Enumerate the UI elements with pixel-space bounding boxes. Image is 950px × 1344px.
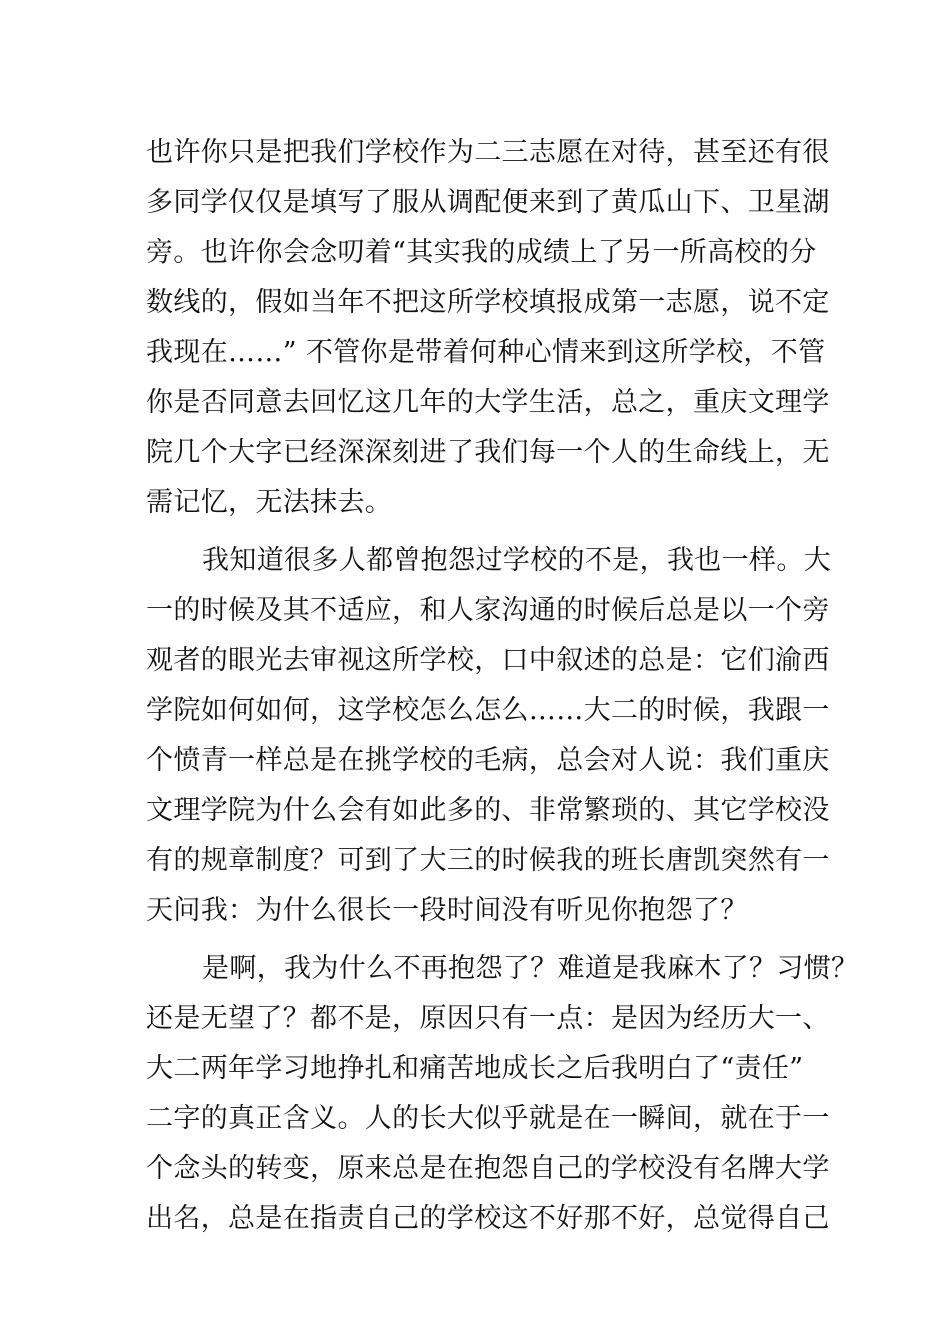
text-line: 数线的，假如当年不把这所学校填报成第一志愿，说不定 (146, 287, 830, 318)
paragraph-3 (146, 944, 859, 1244)
text-line: 个念头的转变，原来总是在抱怨自己的学校没有名牌大学 (146, 1153, 830, 1184)
text-line: 天问我：为什么很长一段时间没有听见你抱怨了？ (146, 895, 748, 926)
text-line: 二字的真正含义。人的长大似乎就是在一瞬间，就在于一 (146, 1103, 830, 1134)
paragraph-gap (146, 936, 836, 944)
text-line: 出名，总是在指责自己的学校这不好那不好，总觉得自己 (146, 1203, 830, 1234)
text-line: 需记忆，无法抹去。 (146, 487, 393, 518)
text-line: 大二两年学习地挣扎和痛苦地成长之后我明白了“责任” (146, 1053, 804, 1084)
text-line: 多同学仅仅是填写了服从调配便来到了黄瓜山下、卫星湖 (146, 187, 830, 218)
paragraph-2 (146, 536, 836, 936)
text-line: 有的规章制度？可到了大三的时候我的班长唐凯突然有一 (146, 845, 830, 876)
text-line: 院几个大字已经深深刻进了我们每一个人的生命线上，无 (146, 437, 830, 468)
paragraph-gap (146, 528, 836, 536)
paragraph-1 (146, 128, 836, 528)
text-line: 你是否同意去回忆这几年的大学生活，总之，重庆文理学 (146, 387, 830, 418)
text-line: 个愤青一样总是在挑学校的毛病，总会对人说：我们重庆 (146, 745, 830, 776)
text-line: 也许你只是把我们学校作为二三志愿在对待，甚至还有很 (146, 137, 830, 168)
text-line: 还是无望了？都不是，原因只有一点：是因为经历大一、 (146, 1003, 830, 1034)
text-line: 旁。也许你会念叨着“其实我的成绩上了另一所高校的分 (146, 237, 817, 268)
text-line: 一的时候及其不适应，和人家沟通的时候后总是以一个旁 (146, 595, 830, 626)
text-line: 我知道很多人都曾抱怨过学校的不是，我也一样。大 (202, 545, 832, 576)
body-text (146, 128, 859, 1244)
text-line: 观者的眼光去审视这所学校，口中叙述的总是：它们渝西 (146, 645, 830, 676)
text-line: 学院如何如何，这学校怎么怎么……大二的时候，我跟一 (146, 695, 830, 726)
text-line: 文理学院为什么会有如此多的、非常繁琐的、其它学校没 (146, 795, 830, 826)
text-line: 我现在……” 不管你是带着何种心情来到这所学校，不管 (146, 337, 826, 368)
text-line: 是啊，我为什么不再抱怨了？难道是我麻木了？习惯？ (202, 953, 859, 984)
